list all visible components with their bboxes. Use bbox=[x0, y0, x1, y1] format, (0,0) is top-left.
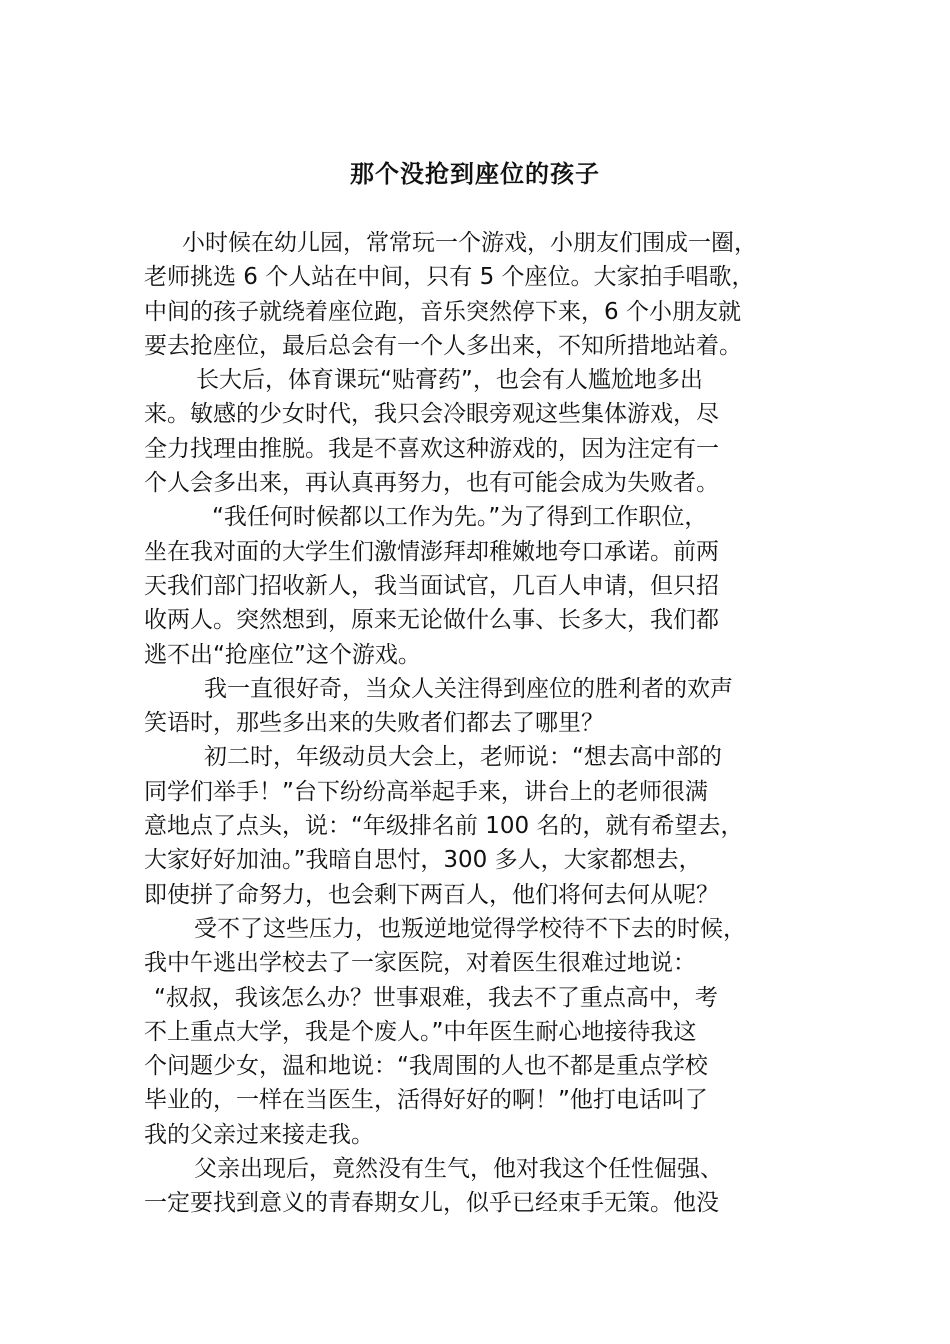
paragraph-line: 毕业的，一样在当医生，活得好好的啊！”他打电话叫了 bbox=[144, 1087, 708, 1114]
paragraph-line: 逃不出“抢座位”这个游戏。 bbox=[144, 641, 421, 668]
paragraph-line: 老师挑选 6 个人站在中间，只有 5 个座位。大家拍手唱歌， bbox=[144, 264, 755, 291]
paragraph-line: 天我们部门招收新人，我当面试官，几百人申请，但只招 bbox=[144, 572, 719, 599]
paragraph-line: 我一直很好奇，当众人关注得到座位的胜利者的欢声 bbox=[204, 675, 733, 702]
paragraph-line: 我的父亲过来接走我。 bbox=[144, 1121, 374, 1148]
paragraph-line: 初二时，年级动员大会上，老师说：“想去高中部的 bbox=[204, 744, 722, 771]
paragraph-line: 笑语时，那些多出来的失败者们都去了哪里？ bbox=[144, 710, 604, 737]
paragraph-line: 父亲出现后，竟然没有生气，他对我这个任性倔强、 bbox=[194, 1156, 723, 1183]
paragraph-line: 不上重点大学，我是个废人。”中年医生耐心地接待我这 bbox=[144, 1018, 697, 1045]
paragraph-line: 坐在我对面的大学生们激情澎拜却稚嫩地夸口承诺。前两 bbox=[144, 538, 719, 565]
paragraph-line: 我中午逃出学校去了一家医院，对着医生很难过地说： bbox=[144, 950, 696, 977]
paragraph-line: 即使拼了命努力，也会剩下两百人，他们将何去何从呢？ bbox=[144, 881, 719, 908]
paragraph-line: 个问题少女，温和地说：“我周围的人也不都是重点学校 bbox=[144, 1053, 708, 1080]
paragraph-line: 来。敏感的少女时代，我只会冷眼旁观这些集体游戏，尽 bbox=[144, 401, 719, 428]
article-body bbox=[144, 226, 814, 1221]
page-title: 那个没抢到座位的孩子 bbox=[350, 160, 600, 188]
paragraph-line: 受不了这些压力，也叛逆地觉得学校待不下去的时候， bbox=[194, 915, 746, 942]
paragraph-line: 小时候在幼儿园，常常玩一个游戏，小朋友们围成一圈， bbox=[182, 230, 757, 256]
paragraph-line: 收两人。突然想到，原来无论做什么事、长多大，我们都 bbox=[144, 607, 719, 634]
paragraph-line: 一定要找到意义的青春期女儿，似乎已经束手无策。他没 bbox=[144, 1190, 719, 1217]
paragraph-line: 意地点了点头，说：“年级排名前 100 名的，就有希望去， bbox=[144, 813, 744, 840]
paragraph-line: 个人会多出来，再认真再努力，也有可能会成为失败者。 bbox=[144, 470, 719, 497]
paragraph-line: 大家好好加油。”我暗自思忖，300 多人，大家都想去， bbox=[144, 847, 702, 874]
paragraph-line: 中间的孩子就绕着座位跑，音乐突然停下来，6 个小朋友就 bbox=[144, 298, 741, 325]
paragraph-line: “叔叔，我该怎么办？世事艰难，我去不了重点高中，考 bbox=[154, 984, 718, 1011]
paragraph-line: “我任何时候都以工作为先。”为了得到工作职位， bbox=[212, 504, 708, 531]
paragraph-line: 全力找理由推脱。我是不喜欢这种游戏的，因为注定有一 bbox=[144, 435, 719, 462]
paragraph-line: 长大后，体育课玩“贴膏药”，也会有人尴尬地多出 bbox=[196, 367, 703, 394]
paragraph-line: 同学们举手！”台下纷纷高举起手来，讲台上的老师很满 bbox=[144, 778, 708, 805]
paragraph-line: 要去抢座位，最后总会有一个人多出来，不知所措地站着。 bbox=[144, 332, 742, 359]
